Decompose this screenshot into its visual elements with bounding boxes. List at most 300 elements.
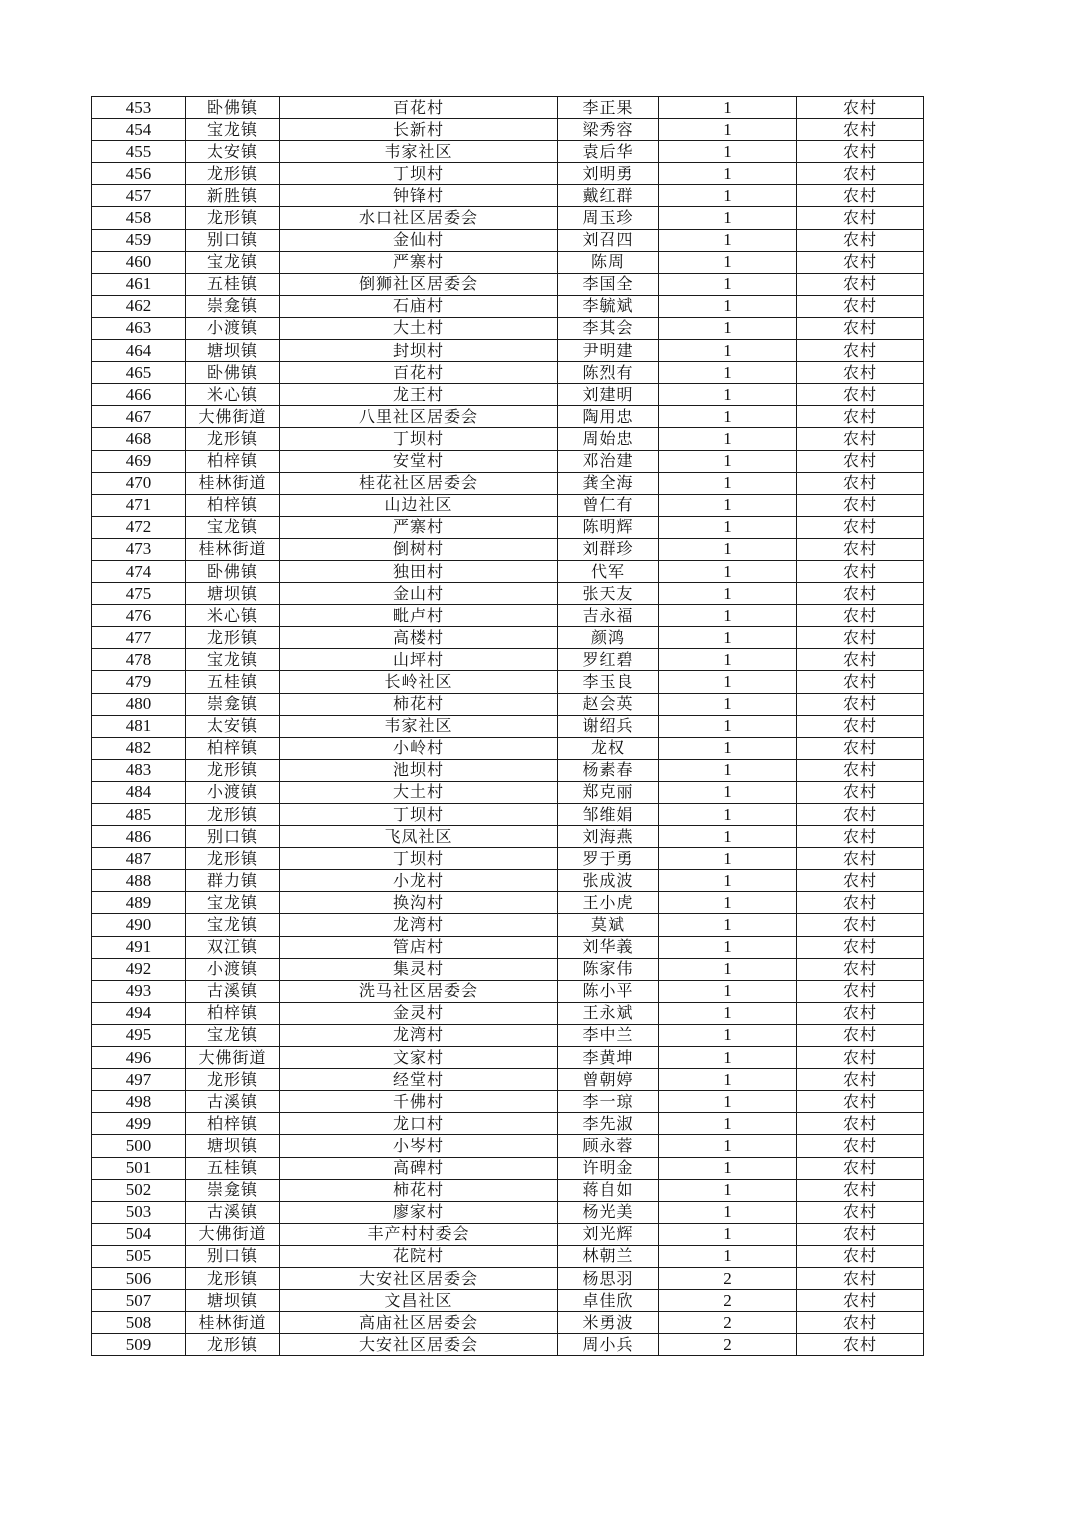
count-cell: 1 bbox=[659, 804, 797, 826]
table-row bbox=[92, 605, 924, 627]
town-cell: 龙形镇 bbox=[186, 207, 280, 229]
row-number-cell: 493 bbox=[92, 980, 186, 1002]
table-row bbox=[92, 1245, 924, 1267]
person-name-cell: 李玉良 bbox=[558, 671, 659, 693]
table-row bbox=[92, 715, 924, 737]
village-cell: 严寨村 bbox=[280, 251, 558, 273]
town-cell: 桂林街道 bbox=[186, 538, 280, 560]
town-cell: 宝龙镇 bbox=[186, 914, 280, 936]
table-row bbox=[92, 583, 924, 605]
town-cell: 塘坝镇 bbox=[186, 583, 280, 605]
table-row bbox=[92, 251, 924, 273]
village-cell: 柿花村 bbox=[280, 693, 558, 715]
area-type-cell: 农村 bbox=[797, 185, 924, 207]
person-name-cell: 刘光辉 bbox=[558, 1223, 659, 1245]
town-cell: 崇龛镇 bbox=[186, 693, 280, 715]
row-number-cell: 475 bbox=[92, 583, 186, 605]
row-number-cell: 457 bbox=[92, 185, 186, 207]
count-cell: 1 bbox=[659, 494, 797, 516]
table-row bbox=[92, 560, 924, 582]
village-cell: 丁坝村 bbox=[280, 848, 558, 870]
table-row bbox=[92, 472, 924, 494]
table-row bbox=[92, 317, 924, 339]
count-cell: 1 bbox=[659, 229, 797, 251]
village-cell: 长新村 bbox=[280, 119, 558, 141]
row-number-cell: 480 bbox=[92, 693, 186, 715]
area-type-cell: 农村 bbox=[797, 759, 924, 781]
village-cell: 龙湾村 bbox=[280, 914, 558, 936]
town-cell: 崇龛镇 bbox=[186, 1179, 280, 1201]
village-cell: 百花村 bbox=[280, 362, 558, 384]
table-body bbox=[92, 97, 924, 1356]
town-cell: 卧佛镇 bbox=[186, 362, 280, 384]
area-type-cell: 农村 bbox=[797, 671, 924, 693]
town-cell: 柏梓镇 bbox=[186, 1002, 280, 1024]
row-number-cell: 501 bbox=[92, 1157, 186, 1179]
person-name-cell: 曾朝婷 bbox=[558, 1069, 659, 1091]
village-cell: 桂花社区居委会 bbox=[280, 472, 558, 494]
area-type-cell: 农村 bbox=[797, 804, 924, 826]
village-cell: 金仙村 bbox=[280, 229, 558, 251]
count-cell: 1 bbox=[659, 97, 797, 119]
row-number-cell: 506 bbox=[92, 1267, 186, 1289]
row-number-cell: 490 bbox=[92, 914, 186, 936]
row-number-cell: 466 bbox=[92, 384, 186, 406]
area-type-cell: 农村 bbox=[797, 1002, 924, 1024]
row-number-cell: 453 bbox=[92, 97, 186, 119]
count-cell: 1 bbox=[659, 627, 797, 649]
town-cell: 五桂镇 bbox=[186, 273, 280, 295]
count-cell: 2 bbox=[659, 1267, 797, 1289]
town-cell: 古溪镇 bbox=[186, 1201, 280, 1223]
count-cell: 1 bbox=[659, 185, 797, 207]
count-cell: 1 bbox=[659, 1201, 797, 1223]
person-name-cell: 周玉珍 bbox=[558, 207, 659, 229]
count-cell: 1 bbox=[659, 1002, 797, 1024]
town-cell: 宝龙镇 bbox=[186, 649, 280, 671]
area-type-cell: 农村 bbox=[797, 141, 924, 163]
count-cell: 2 bbox=[659, 1290, 797, 1312]
town-cell: 塘坝镇 bbox=[186, 1290, 280, 1312]
person-name-cell: 李先淑 bbox=[558, 1113, 659, 1135]
table-row bbox=[92, 627, 924, 649]
person-name-cell: 卓佳欣 bbox=[558, 1290, 659, 1312]
village-cell: 八里社区居委会 bbox=[280, 406, 558, 428]
village-cell: 龙口村 bbox=[280, 1113, 558, 1135]
town-cell: 别口镇 bbox=[186, 826, 280, 848]
row-number-cell: 476 bbox=[92, 605, 186, 627]
row-number-cell: 469 bbox=[92, 450, 186, 472]
row-number-cell: 500 bbox=[92, 1135, 186, 1157]
person-name-cell: 张成波 bbox=[558, 870, 659, 892]
row-number-cell: 494 bbox=[92, 1002, 186, 1024]
village-cell: 毗卢村 bbox=[280, 605, 558, 627]
person-name-cell: 郑克丽 bbox=[558, 781, 659, 803]
village-cell: 丁坝村 bbox=[280, 804, 558, 826]
town-cell: 米心镇 bbox=[186, 384, 280, 406]
area-type-cell: 农村 bbox=[797, 1135, 924, 1157]
row-number-cell: 473 bbox=[92, 538, 186, 560]
area-type-cell: 农村 bbox=[797, 980, 924, 1002]
row-number-cell: 504 bbox=[92, 1223, 186, 1245]
area-type-cell: 农村 bbox=[797, 737, 924, 759]
village-cell: 飞凤社区 bbox=[280, 826, 558, 848]
row-number-cell: 487 bbox=[92, 848, 186, 870]
row-number-cell: 454 bbox=[92, 119, 186, 141]
village-cell: 柿花村 bbox=[280, 1179, 558, 1201]
table-row bbox=[92, 980, 924, 1002]
area-type-cell: 农村 bbox=[797, 251, 924, 273]
area-type-cell: 农村 bbox=[797, 892, 924, 914]
area-type-cell: 农村 bbox=[797, 693, 924, 715]
town-cell: 太安镇 bbox=[186, 141, 280, 163]
town-cell: 桂林街道 bbox=[186, 472, 280, 494]
person-name-cell: 赵会英 bbox=[558, 693, 659, 715]
town-cell: 太安镇 bbox=[186, 715, 280, 737]
count-cell: 1 bbox=[659, 163, 797, 185]
area-type-cell: 农村 bbox=[797, 715, 924, 737]
row-number-cell: 483 bbox=[92, 759, 186, 781]
count-cell: 1 bbox=[659, 693, 797, 715]
table-row bbox=[92, 185, 924, 207]
person-name-cell: 王永斌 bbox=[558, 1002, 659, 1024]
row-number-cell: 497 bbox=[92, 1069, 186, 1091]
area-type-cell: 农村 bbox=[797, 1113, 924, 1135]
area-type-cell: 农村 bbox=[797, 229, 924, 251]
village-cell: 大安社区居委会 bbox=[280, 1334, 558, 1356]
area-type-cell: 农村 bbox=[797, 1179, 924, 1201]
person-name-cell: 颜鸿 bbox=[558, 627, 659, 649]
table-row bbox=[92, 1002, 924, 1024]
village-cell: 龙湾村 bbox=[280, 1024, 558, 1046]
count-cell: 1 bbox=[659, 141, 797, 163]
town-cell: 龙形镇 bbox=[186, 1267, 280, 1289]
village-cell: 大安社区居委会 bbox=[280, 1267, 558, 1289]
table-row bbox=[92, 1069, 924, 1091]
count-cell: 1 bbox=[659, 870, 797, 892]
row-number-cell: 491 bbox=[92, 936, 186, 958]
count-cell: 1 bbox=[659, 472, 797, 494]
count-cell: 2 bbox=[659, 1312, 797, 1334]
row-number-cell: 479 bbox=[92, 671, 186, 693]
person-name-cell: 陈烈有 bbox=[558, 362, 659, 384]
person-name-cell: 王小虎 bbox=[558, 892, 659, 914]
town-cell: 大佛街道 bbox=[186, 1223, 280, 1245]
household-table bbox=[91, 96, 924, 1356]
row-number-cell: 502 bbox=[92, 1179, 186, 1201]
row-number-cell: 455 bbox=[92, 141, 186, 163]
person-name-cell: 蒋自如 bbox=[558, 1179, 659, 1201]
person-name-cell: 李毓斌 bbox=[558, 295, 659, 317]
table-row bbox=[92, 737, 924, 759]
row-number-cell: 472 bbox=[92, 516, 186, 538]
table-row bbox=[92, 649, 924, 671]
town-cell: 五桂镇 bbox=[186, 671, 280, 693]
person-name-cell: 李国全 bbox=[558, 273, 659, 295]
row-number-cell: 458 bbox=[92, 207, 186, 229]
row-number-cell: 486 bbox=[92, 826, 186, 848]
town-cell: 宝龙镇 bbox=[186, 251, 280, 273]
town-cell: 卧佛镇 bbox=[186, 560, 280, 582]
row-number-cell: 470 bbox=[92, 472, 186, 494]
area-type-cell: 农村 bbox=[797, 362, 924, 384]
person-name-cell: 刘召四 bbox=[558, 229, 659, 251]
count-cell: 1 bbox=[659, 295, 797, 317]
count-cell: 1 bbox=[659, 384, 797, 406]
row-number-cell: 465 bbox=[92, 362, 186, 384]
count-cell: 1 bbox=[659, 340, 797, 362]
town-cell: 小渡镇 bbox=[186, 781, 280, 803]
area-type-cell: 农村 bbox=[797, 317, 924, 339]
person-name-cell: 陈小平 bbox=[558, 980, 659, 1002]
village-cell: 丰产村村委会 bbox=[280, 1223, 558, 1245]
table-row bbox=[92, 671, 924, 693]
row-number-cell: 495 bbox=[92, 1024, 186, 1046]
area-type-cell: 农村 bbox=[797, 826, 924, 848]
table-row bbox=[92, 1024, 924, 1046]
row-number-cell: 488 bbox=[92, 870, 186, 892]
person-name-cell: 李中兰 bbox=[558, 1024, 659, 1046]
row-number-cell: 508 bbox=[92, 1312, 186, 1334]
area-type-cell: 农村 bbox=[797, 870, 924, 892]
table-row bbox=[92, 141, 924, 163]
village-cell: 高庙社区居委会 bbox=[280, 1312, 558, 1334]
table-row bbox=[92, 1223, 924, 1245]
town-cell: 小渡镇 bbox=[186, 317, 280, 339]
table-row bbox=[92, 119, 924, 141]
person-name-cell: 龚全海 bbox=[558, 472, 659, 494]
row-number-cell: 464 bbox=[92, 340, 186, 362]
count-cell: 1 bbox=[659, 1091, 797, 1113]
town-cell: 米心镇 bbox=[186, 605, 280, 627]
area-type-cell: 农村 bbox=[797, 1223, 924, 1245]
town-cell: 别口镇 bbox=[186, 1245, 280, 1267]
count-cell: 1 bbox=[659, 273, 797, 295]
town-cell: 龙形镇 bbox=[186, 1069, 280, 1091]
person-name-cell: 张天友 bbox=[558, 583, 659, 605]
person-name-cell: 陈明辉 bbox=[558, 516, 659, 538]
count-cell: 1 bbox=[659, 1157, 797, 1179]
area-type-cell: 农村 bbox=[797, 914, 924, 936]
town-cell: 龙形镇 bbox=[186, 627, 280, 649]
village-cell: 龙王村 bbox=[280, 384, 558, 406]
person-name-cell: 谢绍兵 bbox=[558, 715, 659, 737]
row-number-cell: 496 bbox=[92, 1047, 186, 1069]
area-type-cell: 农村 bbox=[797, 560, 924, 582]
row-number-cell: 505 bbox=[92, 1245, 186, 1267]
area-type-cell: 农村 bbox=[797, 428, 924, 450]
table-row bbox=[92, 848, 924, 870]
table-row bbox=[92, 892, 924, 914]
row-number-cell: 503 bbox=[92, 1201, 186, 1223]
village-cell: 长岭社区 bbox=[280, 671, 558, 693]
row-number-cell: 460 bbox=[92, 251, 186, 273]
person-name-cell: 刘群珍 bbox=[558, 538, 659, 560]
person-name-cell: 顾永蓉 bbox=[558, 1135, 659, 1157]
person-name-cell: 李其会 bbox=[558, 317, 659, 339]
table-row bbox=[92, 273, 924, 295]
table-row bbox=[92, 406, 924, 428]
person-name-cell: 刘明勇 bbox=[558, 163, 659, 185]
count-cell: 1 bbox=[659, 1113, 797, 1135]
count-cell: 1 bbox=[659, 1069, 797, 1091]
person-name-cell: 刘建明 bbox=[558, 384, 659, 406]
town-cell: 龙形镇 bbox=[186, 848, 280, 870]
area-type-cell: 农村 bbox=[797, 538, 924, 560]
count-cell: 1 bbox=[659, 428, 797, 450]
person-name-cell: 许明金 bbox=[558, 1157, 659, 1179]
area-type-cell: 农村 bbox=[797, 1201, 924, 1223]
town-cell: 龙形镇 bbox=[186, 163, 280, 185]
area-type-cell: 农村 bbox=[797, 1069, 924, 1091]
count-cell: 1 bbox=[659, 826, 797, 848]
count-cell: 1 bbox=[659, 848, 797, 870]
person-name-cell: 周始忠 bbox=[558, 428, 659, 450]
village-cell: 文昌社区 bbox=[280, 1290, 558, 1312]
count-cell: 1 bbox=[659, 1245, 797, 1267]
table-row bbox=[92, 693, 924, 715]
village-cell: 韦家社区 bbox=[280, 141, 558, 163]
town-cell: 柏梓镇 bbox=[186, 450, 280, 472]
person-name-cell: 莫斌 bbox=[558, 914, 659, 936]
count-cell: 1 bbox=[659, 649, 797, 671]
table-row bbox=[92, 759, 924, 781]
area-type-cell: 农村 bbox=[797, 295, 924, 317]
row-number-cell: 481 bbox=[92, 715, 186, 737]
village-cell: 高楼村 bbox=[280, 627, 558, 649]
village-cell: 倒狮社区居委会 bbox=[280, 273, 558, 295]
person-name-cell: 罗于勇 bbox=[558, 848, 659, 870]
area-type-cell: 农村 bbox=[797, 163, 924, 185]
area-type-cell: 农村 bbox=[797, 1091, 924, 1113]
area-type-cell: 农村 bbox=[797, 1024, 924, 1046]
village-cell: 经堂村 bbox=[280, 1069, 558, 1091]
area-type-cell: 农村 bbox=[797, 494, 924, 516]
village-cell: 金灵村 bbox=[280, 1002, 558, 1024]
row-number-cell: 461 bbox=[92, 273, 186, 295]
table-row bbox=[92, 1113, 924, 1135]
table-row bbox=[92, 804, 924, 826]
table-row bbox=[92, 229, 924, 251]
town-cell: 龙形镇 bbox=[186, 759, 280, 781]
town-cell: 古溪镇 bbox=[186, 1091, 280, 1113]
village-cell: 换沟村 bbox=[280, 892, 558, 914]
area-type-cell: 农村 bbox=[797, 1334, 924, 1356]
count-cell: 1 bbox=[659, 251, 797, 273]
table-row bbox=[92, 1179, 924, 1201]
village-cell: 大土村 bbox=[280, 781, 558, 803]
village-cell: 丁坝村 bbox=[280, 428, 558, 450]
area-type-cell: 农村 bbox=[797, 1245, 924, 1267]
count-cell: 1 bbox=[659, 1047, 797, 1069]
table-row bbox=[92, 914, 924, 936]
person-name-cell: 梁秀容 bbox=[558, 119, 659, 141]
table-row bbox=[92, 1135, 924, 1157]
row-number-cell: 471 bbox=[92, 494, 186, 516]
row-number-cell: 485 bbox=[92, 804, 186, 826]
table-row bbox=[92, 1267, 924, 1289]
village-cell: 山边社区 bbox=[280, 494, 558, 516]
person-name-cell: 邹维娟 bbox=[558, 804, 659, 826]
town-cell: 古溪镇 bbox=[186, 980, 280, 1002]
row-number-cell: 478 bbox=[92, 649, 186, 671]
town-cell: 宝龙镇 bbox=[186, 1024, 280, 1046]
table-row bbox=[92, 163, 924, 185]
row-number-cell: 489 bbox=[92, 892, 186, 914]
town-cell: 龙形镇 bbox=[186, 1334, 280, 1356]
table-row bbox=[92, 1290, 924, 1312]
town-cell: 双江镇 bbox=[186, 936, 280, 958]
area-type-cell: 农村 bbox=[797, 516, 924, 538]
count-cell: 1 bbox=[659, 737, 797, 759]
count-cell: 2 bbox=[659, 1334, 797, 1356]
area-type-cell: 农村 bbox=[797, 605, 924, 627]
count-cell: 1 bbox=[659, 1024, 797, 1046]
person-name-cell: 林朝兰 bbox=[558, 1245, 659, 1267]
count-cell: 1 bbox=[659, 450, 797, 472]
village-cell: 安堂村 bbox=[280, 450, 558, 472]
village-cell: 千佛村 bbox=[280, 1091, 558, 1113]
count-cell: 1 bbox=[659, 759, 797, 781]
count-cell: 1 bbox=[659, 1223, 797, 1245]
town-cell: 大佛街道 bbox=[186, 406, 280, 428]
person-name-cell: 曾仁有 bbox=[558, 494, 659, 516]
count-cell: 1 bbox=[659, 119, 797, 141]
person-name-cell: 李黄坤 bbox=[558, 1047, 659, 1069]
town-cell: 龙形镇 bbox=[186, 804, 280, 826]
village-cell: 文家村 bbox=[280, 1047, 558, 1069]
village-cell: 小岭村 bbox=[280, 737, 558, 759]
row-number-cell: 468 bbox=[92, 428, 186, 450]
village-cell: 高碑村 bbox=[280, 1157, 558, 1179]
town-cell: 宝龙镇 bbox=[186, 892, 280, 914]
person-name-cell: 杨素春 bbox=[558, 759, 659, 781]
village-cell: 洗马社区居委会 bbox=[280, 980, 558, 1002]
row-number-cell: 492 bbox=[92, 958, 186, 980]
village-cell: 集灵村 bbox=[280, 958, 558, 980]
count-cell: 1 bbox=[659, 671, 797, 693]
row-number-cell: 462 bbox=[92, 295, 186, 317]
row-number-cell: 463 bbox=[92, 317, 186, 339]
person-name-cell: 陶用忠 bbox=[558, 406, 659, 428]
table-row bbox=[92, 362, 924, 384]
area-type-cell: 农村 bbox=[797, 936, 924, 958]
table-row bbox=[92, 384, 924, 406]
village-cell: 花院村 bbox=[280, 1245, 558, 1267]
table-row bbox=[92, 1091, 924, 1113]
count-cell: 1 bbox=[659, 1179, 797, 1201]
person-name-cell: 尹明建 bbox=[558, 340, 659, 362]
table-row bbox=[92, 1047, 924, 1069]
village-cell: 百花村 bbox=[280, 97, 558, 119]
area-type-cell: 农村 bbox=[797, 583, 924, 605]
village-cell: 水口社区居委会 bbox=[280, 207, 558, 229]
area-type-cell: 农村 bbox=[797, 384, 924, 406]
person-name-cell: 周小兵 bbox=[558, 1334, 659, 1356]
row-number-cell: 507 bbox=[92, 1290, 186, 1312]
row-number-cell: 477 bbox=[92, 627, 186, 649]
row-number-cell: 484 bbox=[92, 781, 186, 803]
person-name-cell: 李一琼 bbox=[558, 1091, 659, 1113]
village-cell: 石庙村 bbox=[280, 295, 558, 317]
person-name-cell: 李正果 bbox=[558, 97, 659, 119]
area-type-cell: 农村 bbox=[797, 273, 924, 295]
area-type-cell: 农村 bbox=[797, 97, 924, 119]
table-row bbox=[92, 936, 924, 958]
town-cell: 宝龙镇 bbox=[186, 119, 280, 141]
count-cell: 1 bbox=[659, 914, 797, 936]
count-cell: 1 bbox=[659, 958, 797, 980]
